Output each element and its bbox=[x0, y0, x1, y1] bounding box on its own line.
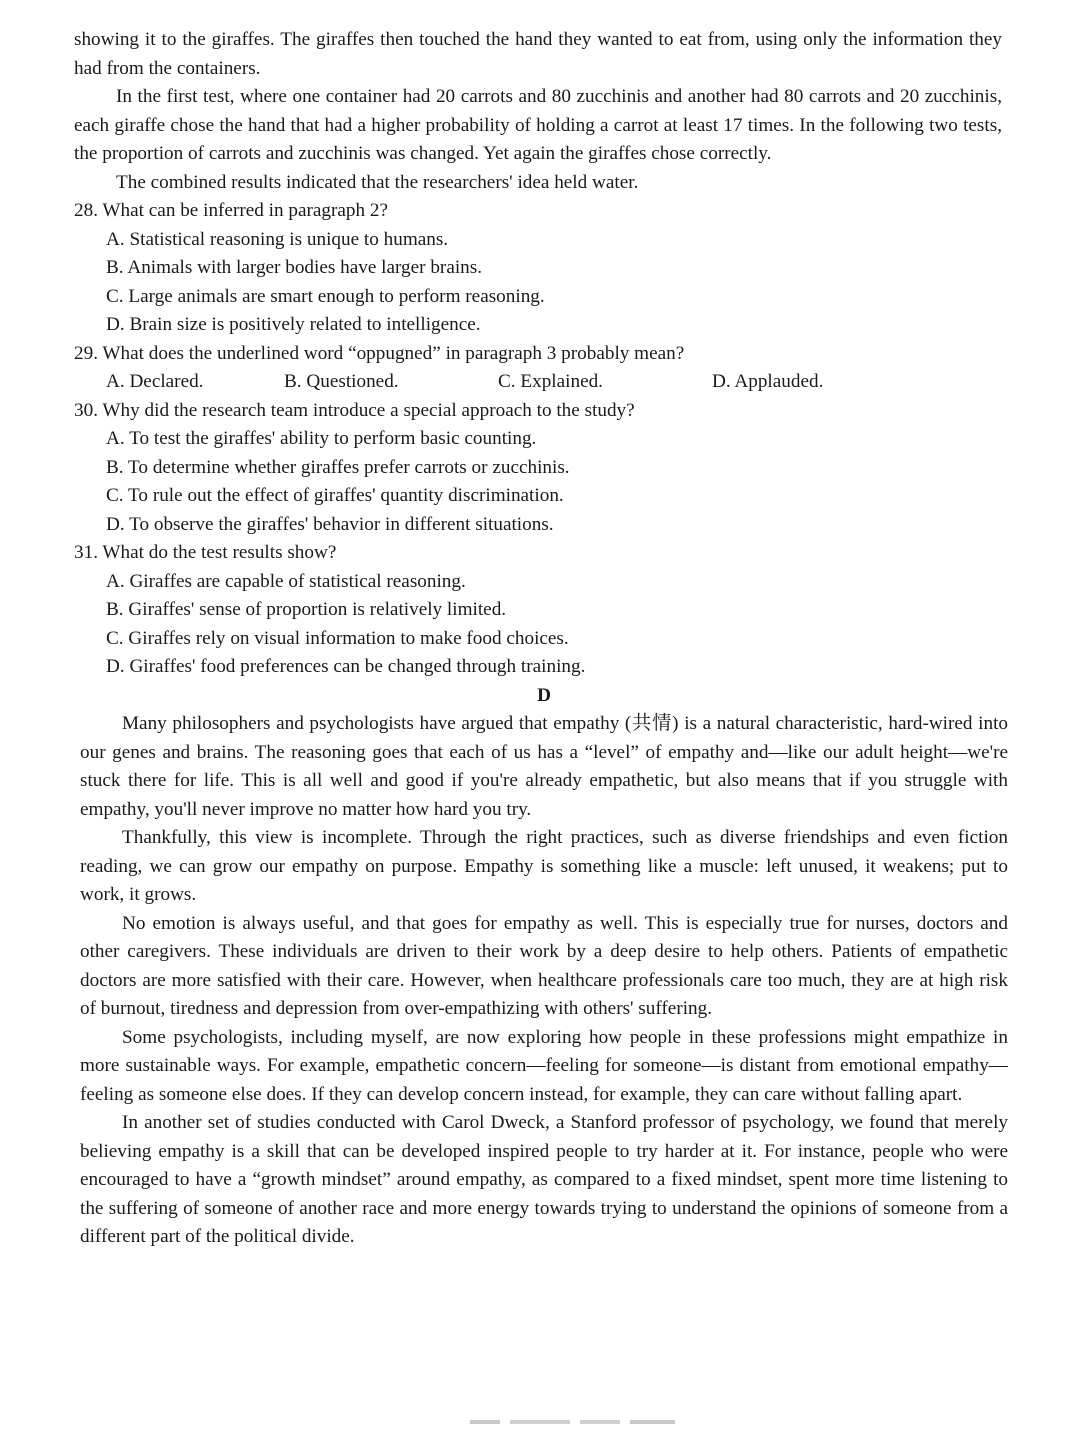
option-b: B. To determine whether giraffes prefer carrots or zucchinis. bbox=[106, 456, 570, 478]
option-c: C. Explained. bbox=[498, 371, 603, 392]
option-d: D. To observe the giraffes' behavior in different situations. bbox=[106, 513, 554, 535]
option-b: B. Animals with larger bodies have larger brains. bbox=[106, 257, 483, 278]
option-a: A. Giraffes are capable of statistical reasoning. bbox=[106, 570, 466, 592]
option-a: A. Declared. bbox=[106, 371, 204, 392]
passage-d-paragraph-4: Some psychologists, including myself, are now exploring how people in these professions might empathize in more sustainable ways. For example, empathetic concern—feeling for someone—is distant from emotional empathy—feeling as someone else does. If they can develop concern instead, for example, they can care without falling apart. bbox=[80, 1026, 1008, 1105]
option-b: B. Questioned. bbox=[284, 371, 399, 392]
passage-c-paragraph-3: The combined results indicated that the researchers' idea held water. bbox=[116, 171, 639, 193]
option-d: D. Applauded. bbox=[712, 371, 824, 392]
exam-page bbox=[74, 26, 1008, 1252]
question-31 bbox=[74, 539, 1002, 682]
question-stem: 28. What can be inferred in paragraph 2? bbox=[74, 200, 388, 221]
question-30 bbox=[74, 397, 1002, 540]
option-b: B. Giraffes' sense of proportion is relatively limited. bbox=[106, 599, 507, 620]
option-a: A. Statistical reasoning is unique to humans. bbox=[106, 228, 449, 250]
question-stem: 31. What do the test results show? bbox=[74, 542, 337, 563]
passage-d-paragraph-2: Thankfully, this view is incomplete. Through the right practices, such as diverse friendships and even fiction reading, we can grow our empathy on purpose. Empathy is something like a muscle: left unused, it weakens; put to work, it grows. bbox=[80, 827, 1008, 905]
option-c: C. To rule out the effect of giraffes' quantity discrimination. bbox=[106, 485, 564, 506]
option-c: C. Giraffes rely on visual information to make food choices. bbox=[106, 627, 569, 649]
option-c: C. Large animals are smart enough to perform reasoning. bbox=[106, 285, 545, 307]
footer-smudge-icon bbox=[470, 1416, 680, 1428]
question-stem: 30. Why did the research team introduce a special approach to the study? bbox=[74, 399, 635, 421]
page-footer-smudge bbox=[470, 1416, 680, 1428]
option-d: D. Brain size is positively related to intelligence. bbox=[106, 314, 481, 335]
passage-d-paragraph-3: No emotion is always useful, and that goes for empathy as well. This is especially true for nurses, doctors and other caregivers. These individuals are driven to their work by a deep desire to help others. Patients of empathetic doctors are more satisfied with their care. However, when healthcare professionals care too much, they are at high risk of burnout, tiredness and depression from over-empathizing with others' suffering. bbox=[80, 912, 1008, 1019]
question-stem: 29. What does the underlined word “oppugned” in paragraph 3 probably mean? bbox=[74, 342, 685, 364]
passage-c bbox=[74, 26, 1002, 197]
question-29 bbox=[74, 340, 1002, 397]
options-row bbox=[106, 368, 1002, 397]
section-title: D bbox=[537, 684, 551, 706]
passage-d-paragraph-1: Many philosophers and psychologists have argued that empathy (共情) is a natural characteristic, hard-wired into our genes and brains. The reasoning goes that each of us has a “level” of empathy and—like our adult height—we're stuck there for life. This is all well and good if you're already empathetic, but also means that if you struggle with empathy, you'll never improve no matter how hard you try. bbox=[80, 713, 1008, 820]
passage-d bbox=[80, 682, 1008, 1252]
question-28 bbox=[74, 197, 1002, 340]
passage-d-paragraph-5: In another set of studies conducted with Carol Dweck, a Stanford professor of psychology, we found that merely believing empathy is a skill that can be developed inspired people to try harder at it. For instance, people who were encouraged to have a “growth mindset” around empathy, as compared to a fixed mindset, spent more time listening to the suffering of someone of another race and more energy towards trying to understand the opinions of someone from a different part of the political divide. bbox=[80, 1112, 1008, 1247]
option-d: D. Giraffes' food preferences can be changed through training. bbox=[106, 656, 586, 677]
passage-c-paragraph-1: showing it to the giraffes. The giraffes then touched the hand they wanted to eat from, using only the information they had from the containers. bbox=[74, 29, 1002, 79]
passage-c-paragraph-2: In the first test, where one container had 20 carrots and 80 zucchinis and another had 80 carrots and 20 zucchinis, each giraffe chose the hand that had a higher probability of holding a carrot at least 17 times. In the following two tests, the proportion of carrots and zucchinis was changed. Yet again the giraffes chose correctly. bbox=[74, 86, 1002, 164]
option-a: A. To test the giraffes' ability to perform basic counting. bbox=[106, 428, 537, 449]
